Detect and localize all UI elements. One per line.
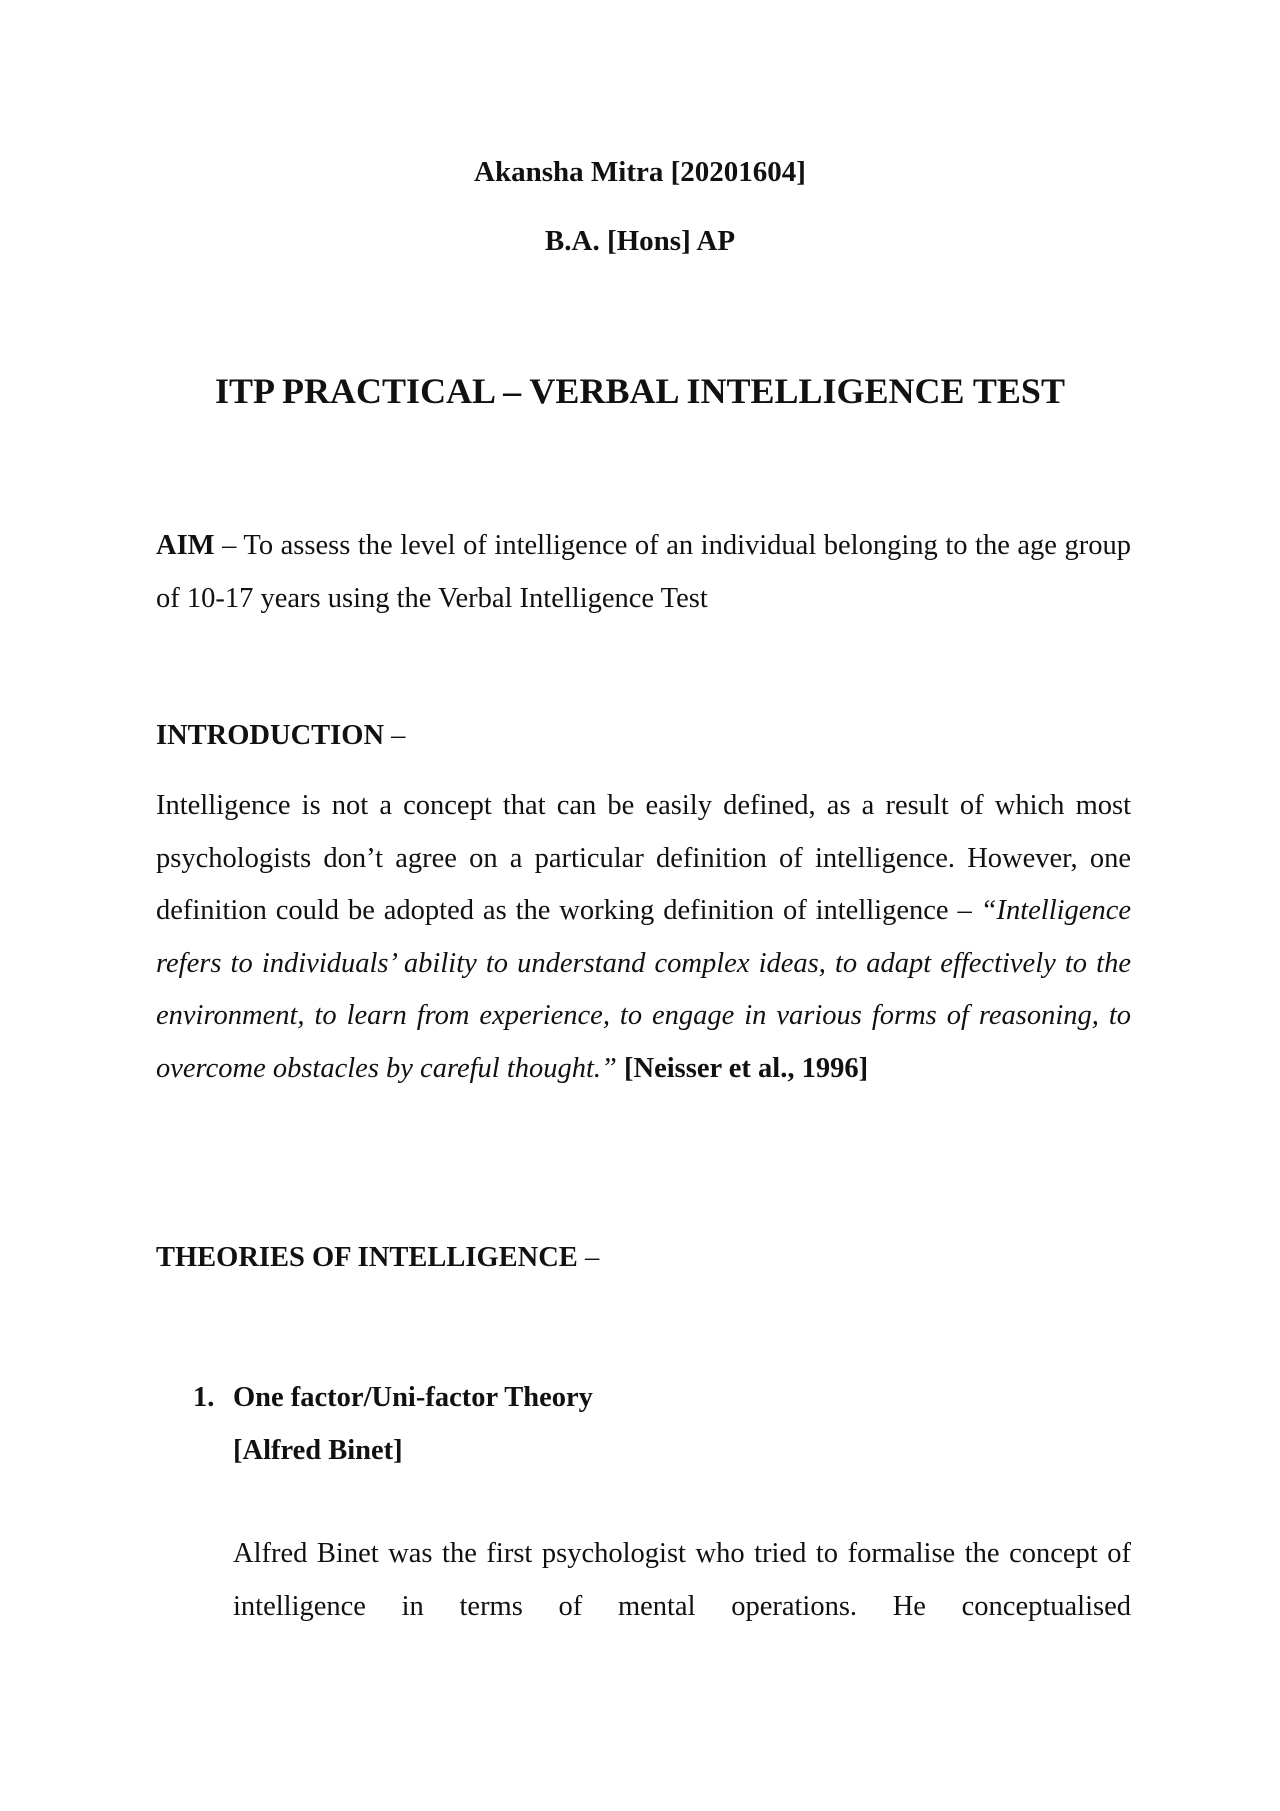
introduction-heading xyxy=(156,710,1131,763)
aim-paragraph xyxy=(156,520,1131,625)
introduction-paragraph xyxy=(156,780,1131,1095)
document-title: ITP PRACTICAL – VERBAL INTELLIGENCE TEST xyxy=(215,371,1065,411)
theories-heading-text: THEORIES OF INTELLIGENCE xyxy=(156,1242,578,1273)
theory-author: [Alfred Binet] xyxy=(233,1434,403,1466)
introduction-heading-dash: – xyxy=(384,720,406,751)
introduction-heading-text: INTRODUCTION xyxy=(156,720,385,751)
author-name: Akansha Mitra [20201604] xyxy=(474,156,806,188)
aim-label: AIM xyxy=(156,530,215,561)
introduction-body: Intelligence is not a concept that can be easily defined, as a result of which most psychologists don’t agree on a particular definition of intelligence. However, one definition could be adopted as the working definition of intelligence – xyxy=(156,790,1131,926)
theory-title: One factor/Uni-factor Theory xyxy=(233,1382,593,1413)
theories-heading xyxy=(156,1232,1131,1285)
theory-paragraph: Alfred Binet was the first psychologist who tried to formalise the concept of intelligence in terms of mental operations. He conceptualised xyxy=(233,1538,1131,1622)
theory-list-item xyxy=(193,1372,593,1477)
course-name: B.A. [Hons] AP xyxy=(544,225,736,257)
citation: [Neisser et al., 1996] xyxy=(616,1052,869,1084)
aim-text: – To assess the level of intelligence of an individual belonging to the age group of 10-17 years using the Verbal Intelligence Test xyxy=(156,530,1131,614)
intelligence-definition-quote: “Intelligence refers to individuals’ ability to understand complex ideas, to adapt effectively to the environment, to learn from experience, to engage in various forms of reasoning, to overcome obstacles by careful thought.” xyxy=(156,895,1131,1084)
theories-heading-dash: – xyxy=(577,1242,600,1273)
theory-number: 1. xyxy=(193,1382,215,1413)
